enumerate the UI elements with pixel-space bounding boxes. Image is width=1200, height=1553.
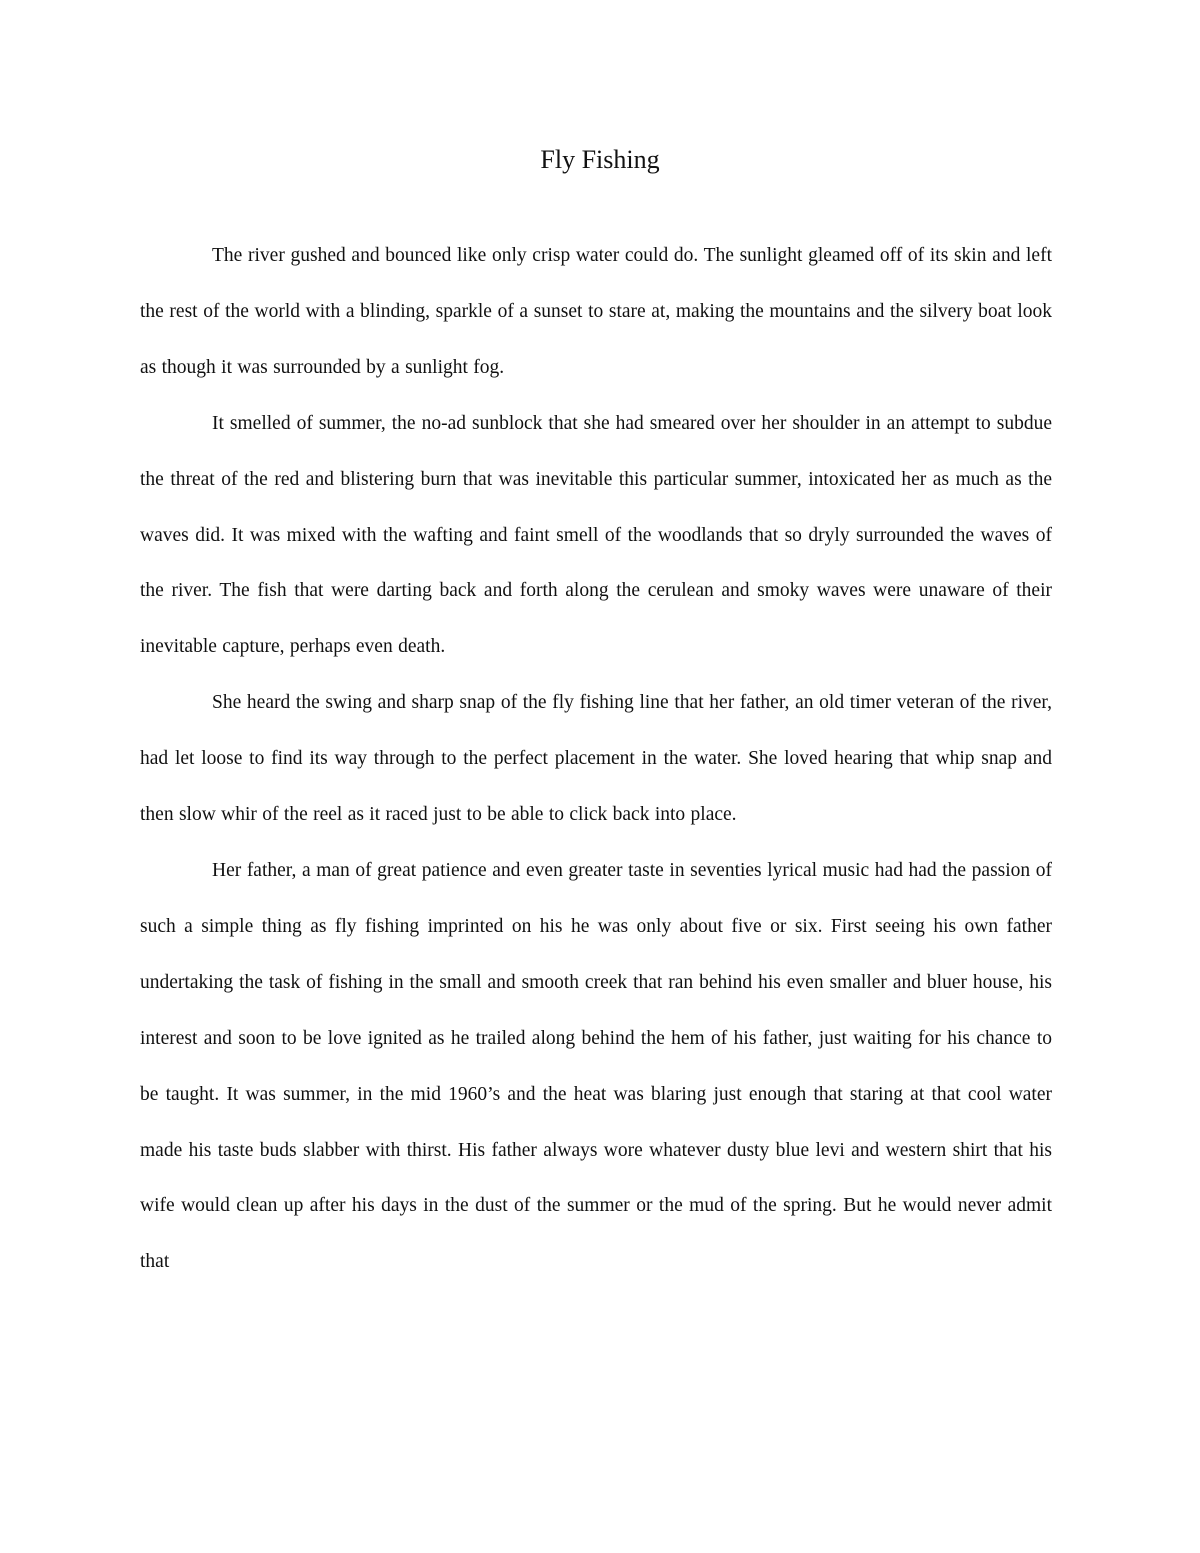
document-title: Fly Fishing <box>540 145 660 174</box>
paragraph-father: Her father, a man of great patience and even greater taste in seventies lyrical music had had the passion of such a simple thing as fly fishing imprinted on his he was only about five or six. First seeing his own father undertaking the task of fishing in the small and smooth creek that ran behind his even smaller and bluer house, his interest and soon to be love ignited as he trailed along behind the hem of his father, just waiting for his chance to be taught. It was summer, in the mid 1960’s and the heat was blaring just enough that staring at that cool water made his taste buds slabber with thirst. His father always wore whatever dusty blue levi and western shirt that his wife would clean up after his days in the dust of the summer or the mud of the spring. But he would never admit that <box>140 859 1052 1273</box>
document-body <box>140 228 1052 1290</box>
paragraph-river: The river gushed and bounced like only crisp water could do. The sunlight gleamed off of its skin and left the rest of the world with a blinding, sparkle of a sunset to stare at, making the mountains and the silvery boat look as though it was surrounded by a sunlight fog. <box>140 245 1052 378</box>
paragraph-fishing-line: She heard the swing and sharp snap of the fly fishing line that her father, an old timer veteran of the river, had let loose to find its way through to the perfect placement in the water. She loved hearing that whip snap and then slow whir of the reel as it raced just to be able to click back into place. <box>140 692 1052 826</box>
paragraph-summer-smell: It smelled of summer, the no-ad sunblock that she had smeared over her shoulder in an attempt to subdue the threat of the red and blistering burn that was inevitable this particular summer, intoxicated her as much as the waves did. It was mixed with the wafting and faint smell of the woodlands that so dryly surrounded the waves of the river. The fish that were darting back and forth along the cerulean and smoky waves were unaware of their inevitable capture, perhaps even death. <box>140 412 1052 658</box>
